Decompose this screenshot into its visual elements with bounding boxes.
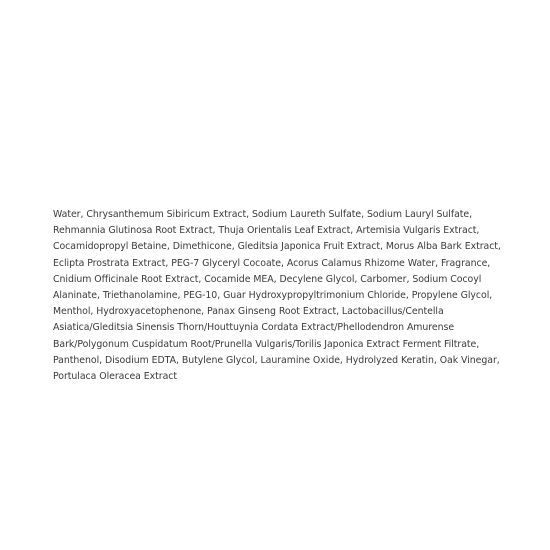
- ingredients-text: Water, Chrysanthemum Sibiricum Extract, Sodium Laureth Sulfate, Sodium Lauryl Sulfate, Rehmannia Glutinosa Root Extract, Thuja Orientalis Leaf Extract, Artemisia Vulgaris Extract, Cocamidopropyl Betaine, Dimethicone, Gleditsia Japonica Fruit Extract, Morus Alba Bark Extract, Eclipta Prostrata Extract, PEG-7 Glyceryl Cocoate, Acorus Calamus Rhizome Water, Fragrance, Cnidium Officinale Root Extract, Cocamide MEA, Decylene Glycol, Carbomer, Sodium Cocoyl Alaninate, Triethanolamine, PEG-10, Guar Hydroxypropyltrimonium Chloride, Propylene Glycol, Menthol, Hydroxyacetophenone, Panax Ginseng Root Extract, Lactobacillus/Centella Asiatica/Gleditsia Sinensis Thorn/Houttuynia Cordata Extract/Phellodendron Amurense Bark/Polygonum Cuspidatum Root/Prunella Vulgaris/Torilis Japonica Extract Ferment Filtrate, Panthenol, Disodium EDTA, Butylene Glycol, Lauramine Oxide, Hydrolyzed Keratin, Oak Vinegar, Portulaca Oleracea Extract: [53, 209, 501, 383]
